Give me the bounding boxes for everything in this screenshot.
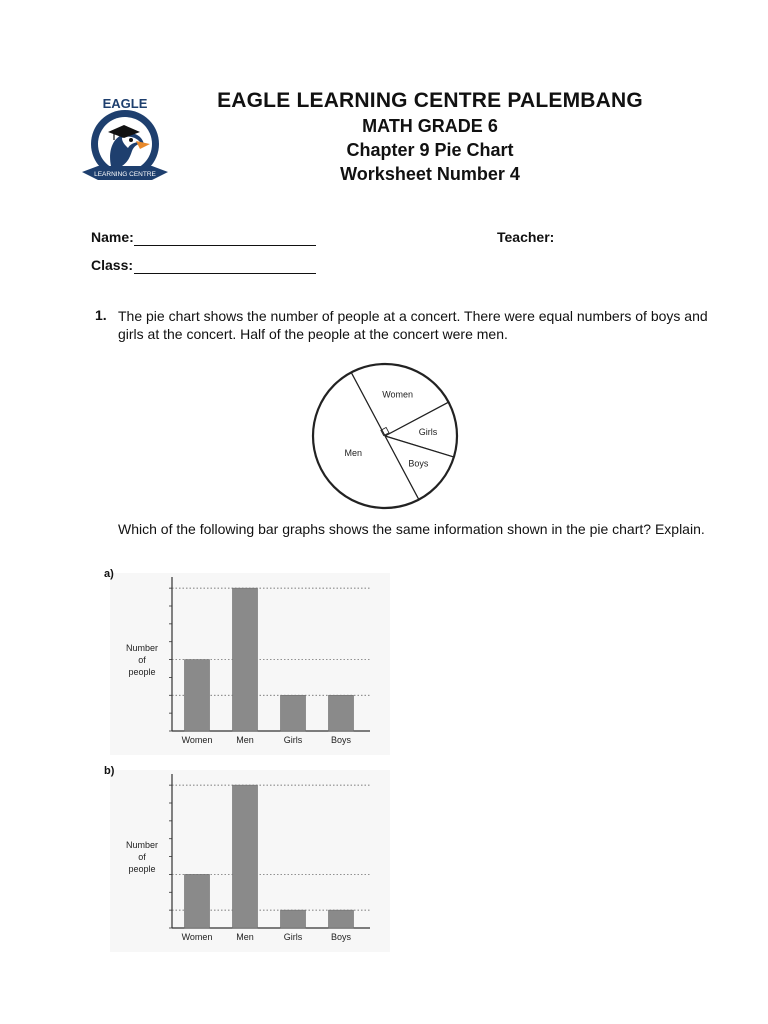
- logo-top-text: EAGLE: [102, 96, 148, 111]
- class-label: Class:: [91, 257, 134, 273]
- teacher-label: Teacher:: [497, 229, 555, 245]
- question-followup: Which of the following bar graphs shows the same information shown in the pie chart? Explain.: [118, 521, 705, 537]
- name-field[interactable]: [134, 245, 316, 246]
- bar-men: [233, 588, 258, 731]
- class-field[interactable]: [134, 273, 316, 274]
- x-tick-label-women: Women: [181, 932, 213, 942]
- bar-graph-a: [100, 565, 390, 755]
- bar-men: [233, 785, 258, 928]
- bar-girls: [281, 910, 306, 928]
- worksheet-title: Worksheet Number 4: [340, 164, 520, 184]
- y-axis-label: people: [128, 667, 156, 677]
- grade-title: MATH GRADE 6: [362, 116, 498, 136]
- school-logo: [78, 94, 174, 190]
- y-axis-label: Number: [125, 643, 159, 653]
- question-text: The pie chart shows the number of people at a concert. There were equal numbers of boys and girls at the concert. Half of the people at the concert were men.: [118, 308, 708, 342]
- x-tick-label-girls: Girls: [283, 735, 303, 745]
- y-axis-label: Number: [125, 840, 159, 850]
- school-title: EAGLE LEARNING CENTRE PALEMBANG: [217, 89, 643, 112]
- graph-label: a): [104, 568, 114, 580]
- y-axis-label: people: [128, 864, 156, 874]
- x-tick-label-boys: Boys: [330, 735, 352, 745]
- name-label: Name:: [91, 229, 134, 245]
- bar-boys: [329, 695, 354, 731]
- x-tick-label-men: Men: [236, 735, 254, 745]
- x-tick-label-boys: Boys: [330, 932, 352, 942]
- bar-women: [185, 874, 210, 928]
- question-number: 1.: [95, 307, 107, 323]
- x-tick-label-women: Women: [181, 735, 213, 745]
- logo-banner-text: LEARNING CENTRE: [94, 171, 156, 178]
- graph-label: b): [104, 765, 115, 777]
- bar-girls: [281, 695, 306, 731]
- bar-boys: [329, 910, 354, 928]
- pie-label-women: Women: [382, 389, 414, 400]
- pie-label-girls: Girls: [418, 426, 438, 437]
- x-tick-label-girls: Girls: [283, 932, 303, 942]
- x-tick-label-men: Men: [236, 932, 254, 942]
- bar-graph-b: [100, 762, 390, 952]
- pie-label-men: Men: [344, 447, 362, 458]
- bar-women: [185, 660, 210, 731]
- y-axis-label: of: [138, 852, 146, 862]
- pie-chart: [305, 360, 465, 512]
- pie-label-boys: Boys: [408, 458, 429, 469]
- chapter-title: Chapter 9 Pie Chart: [346, 140, 514, 160]
- y-axis-label: of: [138, 655, 146, 665]
